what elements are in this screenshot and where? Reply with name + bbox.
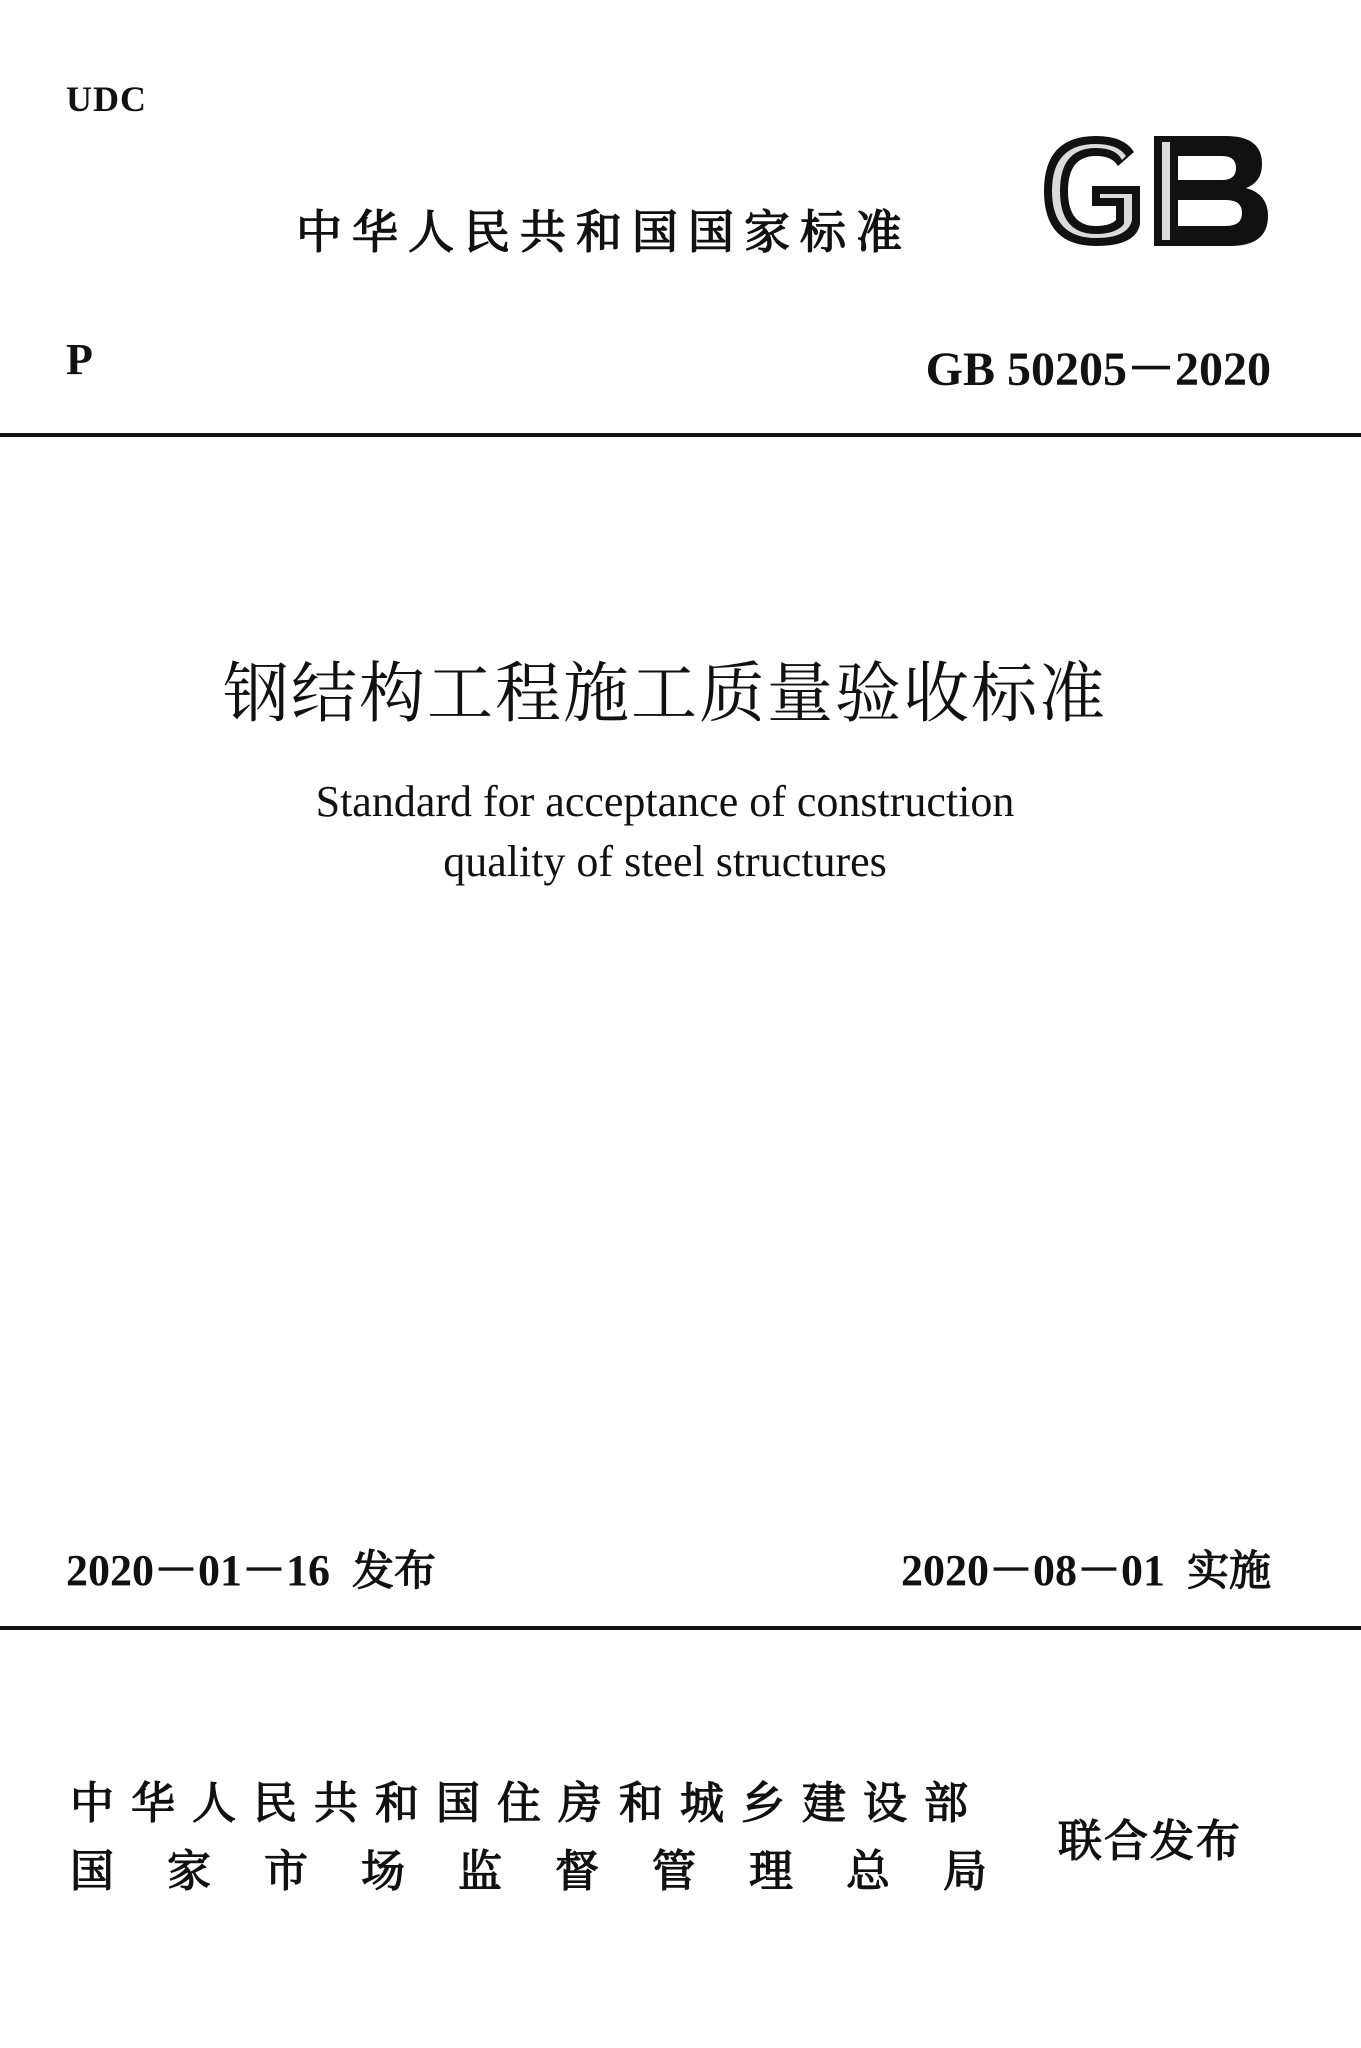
- title-chinese: 钢结构工程施工质量验收标准: [223, 655, 1107, 732]
- title-english-line1: Standard for acceptance of construction: [315, 777, 1015, 826]
- issuer-block: [70, 1770, 1040, 1906]
- top-divider: [0, 433, 1361, 437]
- standard-number: GB 50205－2020: [925, 343, 1271, 396]
- issue-label: 发布: [352, 1546, 437, 1595]
- udc-label: UDC: [66, 79, 147, 119]
- title-english-line2: quality of steel structures: [443, 837, 887, 886]
- joint-publication-label: 联合发布: [1058, 1816, 1242, 1867]
- issuer-administration: 国家市场监督管理总局: [70, 1846, 1040, 1897]
- national-standard-heading: 中华人民共和国国家标准: [296, 205, 912, 259]
- issue-date: 2020－01－16: [66, 1546, 330, 1595]
- implement-date: 2020－08－01: [900, 1546, 1165, 1595]
- issue-date-row: [66, 1534, 436, 1598]
- implement-label: 实施: [1186, 1546, 1271, 1595]
- issuer-ministry: 中华人民共和国住房和城乡建设部: [70, 1778, 985, 1829]
- gb-logo: [1030, 128, 1274, 254]
- category-code: P: [66, 335, 93, 384]
- title-english: [0, 772, 1330, 892]
- implement-date-row: [901, 1534, 1271, 1598]
- bottom-divider: [0, 1626, 1361, 1630]
